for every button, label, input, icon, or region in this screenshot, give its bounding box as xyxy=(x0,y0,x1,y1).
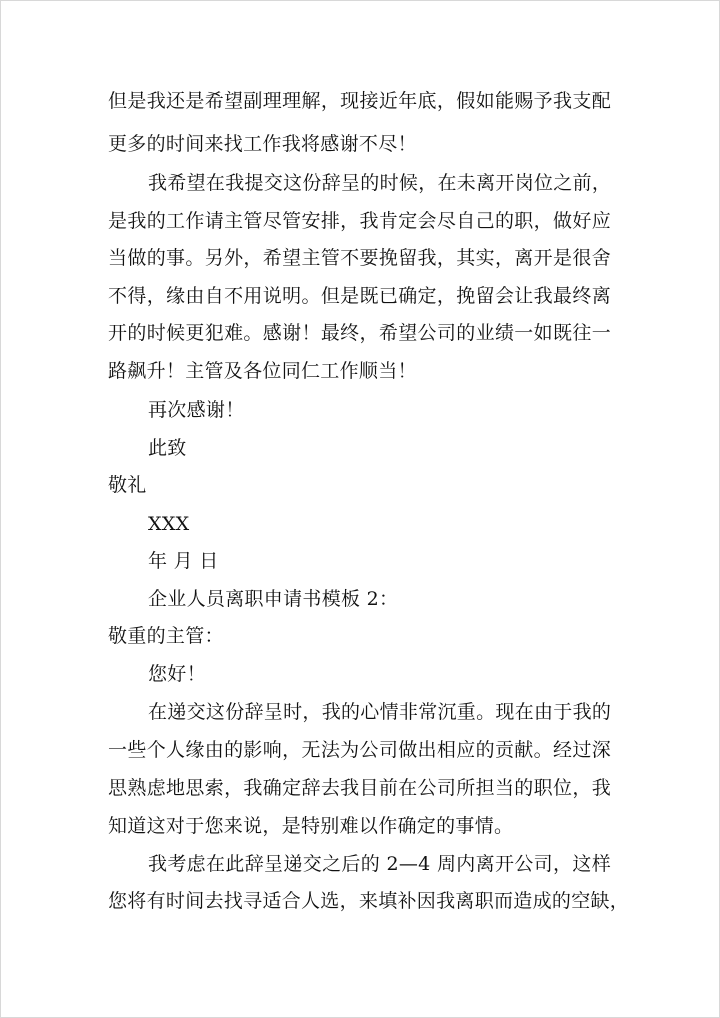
text-line: 知道这对于您来说，是特别难以作确定的事情。 xyxy=(108,815,514,837)
text-line: 在递交这份辞呈时，我的心情非常沉重。现在由于我的 xyxy=(148,701,612,723)
text-line: 但是我还是希望副理理解，现接近年底，假如能赐予我支配 xyxy=(108,90,611,112)
text-line: 当做的事。另外，希望主管不要挽留我，其实，离开是很舍 xyxy=(108,247,611,269)
salutation-jingli: 敬礼 xyxy=(108,474,147,496)
text-line: 我考虑在此辞呈递交之后的 2—4 周内离开公司，这样 xyxy=(148,853,611,875)
closing-thanks: 再次感谢！ xyxy=(148,399,245,421)
text-line: 我希望在我提交这份辞呈的时候，在未离开岗位之前， xyxy=(148,172,612,194)
text-line: 您好！ xyxy=(148,663,206,685)
text-line: 开的时候更犯难。感谢！最终，希望公司的业绩一如既往一 xyxy=(108,322,611,344)
text-line: 路飙升！主管及各位同仁工作顺当！ xyxy=(108,360,417,382)
text-line: 不得，缘由自不用说明。但是既已确定，挽留会让我最终离 xyxy=(108,285,611,307)
text-line: 一些个人缘由的影响，无法为公司做出相应的贡献。经过深 xyxy=(108,739,611,761)
template-heading: 企业人员离职申请书模板 2： xyxy=(148,588,399,610)
signature-date: 年 月 日 xyxy=(148,550,219,572)
signature-name: XXX xyxy=(148,513,190,535)
text-line: 思熟虑地思索，我确定辞去我目前在公司所担当的职位，我 xyxy=(108,777,611,799)
text-line: 更多的时间来找工作我将感谢不尽！ xyxy=(108,133,417,155)
text-line: 是我的工作请主管尽管安排，我肯定会尽自己的职，做好应 xyxy=(108,210,611,232)
text-line: 您将有时间去找寻适合人选，来填补因我离职而造成的空缺， xyxy=(108,890,630,912)
salutation-cizhi: 此致 xyxy=(148,437,187,459)
letter-greeting: 敬重的主管： xyxy=(108,625,224,647)
